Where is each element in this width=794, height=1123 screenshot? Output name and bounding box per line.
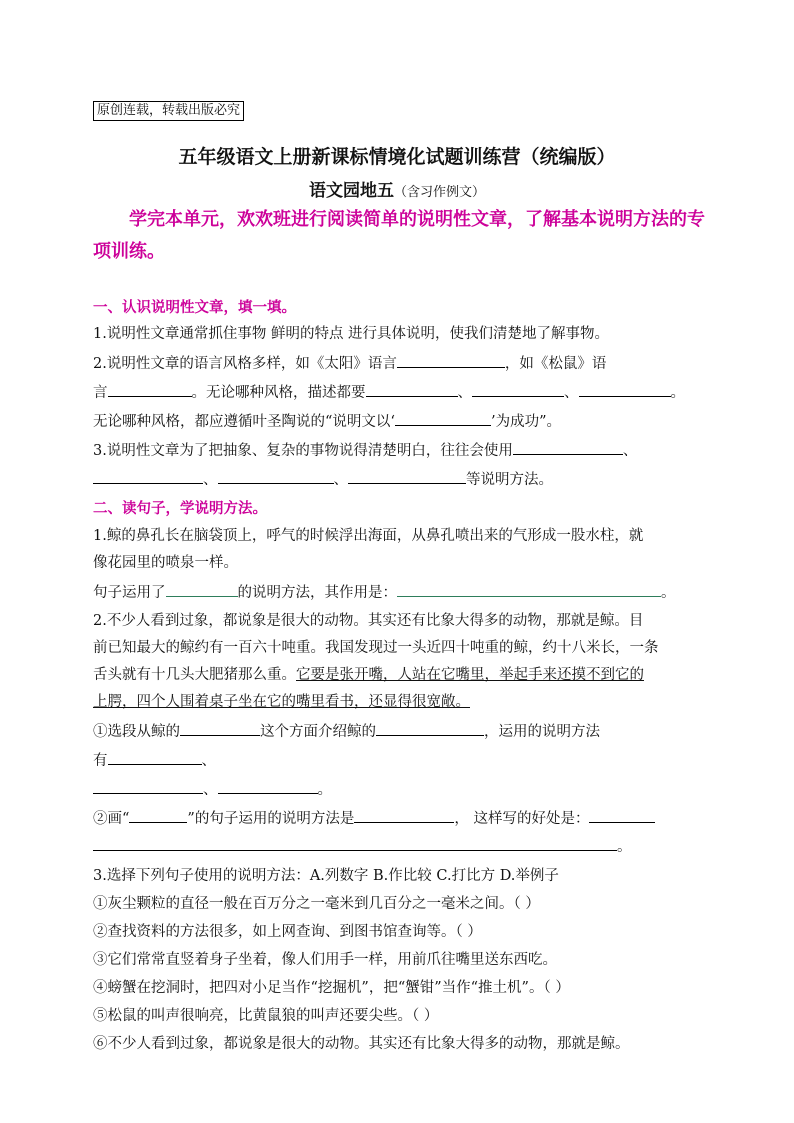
s2-p2q1-text-a: ①选段从鲸的: [93, 724, 180, 740]
s2-p2q1-text-c: ，运用的说明方法: [484, 724, 600, 740]
subtitle-main: 语文园地五: [308, 181, 394, 201]
s1-q2-text-b: ，如《松鼠》语: [504, 356, 607, 372]
s2-p1q-text-b: 的说明方法，其作用是：: [237, 585, 397, 601]
s2-q3-item-3: ③它们常常直竖着身子坐着，像人们用手一样，用前爪往嘴里送东西吃。: [93, 952, 557, 968]
s2-p2q1-text-d: 有: [93, 753, 108, 769]
answer-blank[interactable]: [93, 836, 617, 851]
answer-blank[interactable]: [366, 382, 458, 397]
answer-blank[interactable]: [93, 779, 203, 794]
s1-q3-text-b: 等说明方法。: [466, 472, 553, 488]
s2-passage-2-line-3: [93, 665, 705, 685]
s1-question-2-line-2: [93, 382, 705, 403]
underlined-sentence: 上腭，四个人围着桌子坐在它的嘴里看书，还显得很宽敞。: [93, 694, 470, 710]
s1-q2-text-d: 。无论哪种风格，描述都要: [191, 385, 366, 401]
answer-blank[interactable]: [579, 382, 671, 397]
s1-q2-text-f: ’为成功”。: [491, 414, 562, 430]
s1-q2-text-c: 言: [93, 385, 108, 401]
answer-blank[interactable]: [93, 469, 203, 484]
separator: 、: [203, 472, 218, 488]
s2-passage-2-line-1: 2.不少人看到过象，都说象是很大的动物。其实还有比象大得多的动物，那就是鲸。目: [93, 613, 644, 629]
s1-question-2-line-3: [93, 411, 705, 432]
section-2-heading: 二、读句子，学说明方法。: [93, 501, 267, 517]
s2-q3-item-5: ⑤松鼠的叫声很响亮，比黄鼠狼的叫声还要尖些。（ ）: [93, 1008, 439, 1024]
s2-p2-question-2-line-1: [93, 808, 705, 829]
answer-blank[interactable]: [395, 411, 491, 426]
answer-blank[interactable]: [513, 440, 623, 455]
s1-q2-text-a: 2.说明性文章的语言风格多样，如《太阳》语言: [93, 356, 397, 372]
s2-passage-1-line-2: 像花园里的喷泉一样。: [93, 555, 238, 571]
s2-question-3-heading: 3.选择下列句子使用的说明方法：A.列数字 B.作比较 C.打比方 D.举例子: [93, 868, 559, 884]
s1-question-1: 1.说明性文章通常抓住事物 鲜明的特点 进行具体说明，使我们清楚地了解事物。: [93, 326, 610, 342]
s2-p2-text-c: 舌头就有十几头大肥猪那么重。: [93, 667, 296, 683]
period: 。: [670, 385, 685, 401]
answer-blank[interactable]: [108, 382, 192, 397]
s2-p2-question-1-line-3: [93, 779, 705, 800]
s2-passage-1-question: [93, 582, 705, 603]
s2-p2-question-1-line-2: [93, 750, 705, 771]
s1-q3-text-a: 3.说明性文章为了把抽象、复杂的事物说得清楚明白，往往会使用: [93, 443, 513, 459]
subtitle-note: （含习作例文）: [393, 185, 485, 200]
answer-blank[interactable]: [108, 750, 202, 765]
answer-blank[interactable]: [397, 582, 661, 597]
s2-p2q1-text-b: 这个方面介绍鲸的: [260, 724, 376, 740]
s2-p2q2-text-c: ， 这样写的好处是：: [454, 811, 590, 827]
s1-question-3-line-2: [93, 469, 705, 490]
s1-q2-text-e: 无论哪种风格，都应遵循叶圣陶说的“说明文以‘: [93, 414, 396, 430]
section-1-heading: 一、认识说明性文章，填一填。: [93, 300, 296, 316]
period: 。: [661, 585, 676, 601]
underlined-sentence: 它要是张开嘴，人站在它嘴里，举起手来还摸不到它的: [296, 667, 644, 683]
s2-passage-1-line-1: 1.鲸的鼻孔长在脑袋顶上，呼气的时候浮出海面，从鼻孔喷出来的气形成一股水柱，就: [93, 528, 644, 544]
answer-blank[interactable]: [218, 469, 334, 484]
separator: 、: [333, 472, 348, 488]
answer-blank[interactable]: [397, 353, 505, 368]
answer-blank[interactable]: [180, 721, 260, 736]
page-subtitle: [0, 176, 794, 201]
answer-blank[interactable]: [218, 779, 318, 794]
period: 。: [317, 782, 332, 798]
s2-p2q2-text-a: ②画“: [93, 811, 130, 827]
separator: 、: [564, 385, 579, 401]
answer-blank[interactable]: [589, 808, 655, 823]
s2-q3-item-1: ①灰尘颗粒的直径一般在百万分之一毫米到几百分之一毫米之间。（ ）: [93, 896, 540, 912]
answer-blank[interactable]: [129, 808, 187, 823]
answer-blank[interactable]: [354, 808, 454, 823]
answer-blank[interactable]: [348, 469, 466, 484]
separator: 、: [203, 782, 218, 798]
answer-blank[interactable]: [376, 721, 484, 736]
intro-paragraph: 学完本单元，欢欢班进行阅读简单的说明性文章，了解基本说明方法的专项训练。: [93, 209, 705, 262]
s2-p2-question-2-line-2: [93, 836, 705, 857]
period: 。: [617, 839, 632, 855]
s2-q3-item-6: ⑥不少人看到过象，都说象是很大的动物。其实还有比象大得多的动物，那就是鲸。: [93, 1036, 630, 1052]
s2-p2q2-text-b: ”的句子运用的说明方法是: [187, 811, 355, 827]
s2-passage-2-line-4: [93, 692, 705, 712]
page-title: 五年级语文上册新课标情境化试题训练营（统编版）: [178, 146, 616, 168]
separator: 、: [201, 753, 216, 769]
s1-question-2-line-1: [93, 353, 705, 374]
separator: 、: [457, 385, 472, 401]
s2-p2-question-1-line-1: [93, 721, 705, 742]
s2-q3-item-4: ④螃蟹在挖洞时，把四对小足当作“挖掘机”，把“蟹钳”当作“推土机”。（ ）: [93, 980, 570, 996]
s2-passage-2-line-2: 前已知最大的鲸约有一百六十吨重。我国发现过一头近四十吨重的鲸，约十八米长，一条: [93, 640, 659, 656]
s2-p1q-text-a: 句子运用了: [93, 585, 166, 601]
answer-blank[interactable]: [166, 582, 238, 597]
s1-question-3-line-1: [93, 440, 705, 461]
s2-q3-item-2: ②查找资料的方法很多，如上网查询、到图书馆查询等。（ ）: [93, 924, 482, 940]
separator: 、: [622, 443, 638, 459]
answer-blank[interactable]: [472, 382, 564, 397]
copyright-stamp: 原创连载，转载出版必究: [93, 101, 244, 121]
